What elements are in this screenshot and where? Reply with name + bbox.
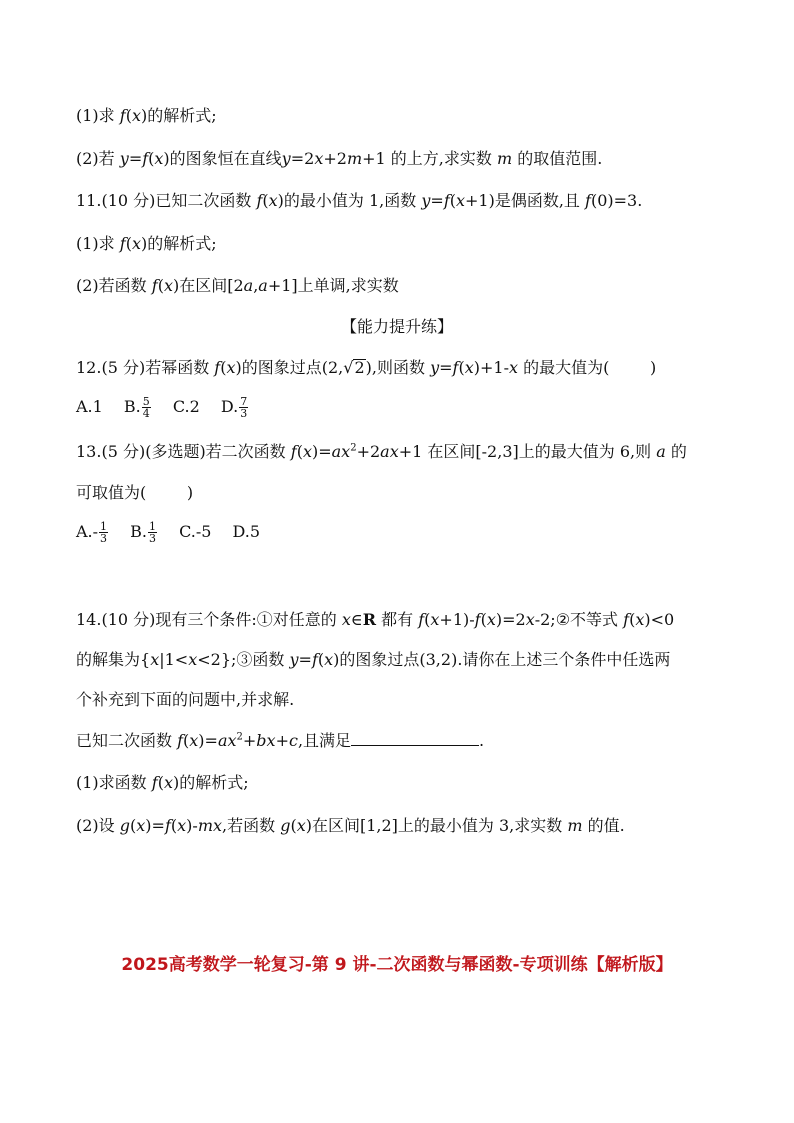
text: x — [154, 149, 164, 168]
text: x — [302, 442, 312, 461]
text: y — [421, 191, 431, 210]
text: a — [656, 442, 666, 461]
text: )的最小值为 1,函数 — [277, 191, 422, 210]
text: x — [341, 610, 351, 629]
q14-line3: 个补充到下面的问题中,并求解. — [76, 690, 295, 709]
text: ( — [157, 276, 164, 295]
text: . — [479, 731, 485, 750]
text: ,若函数 — [222, 816, 281, 835]
text: f — [311, 650, 318, 669]
text: f — [142, 149, 149, 168]
text: x — [163, 773, 173, 792]
text: (2)若 — [76, 149, 120, 168]
text: (1)求 — [76, 106, 120, 125]
text: +1 的上方,求实数 — [362, 149, 497, 168]
text: ,且满足 — [297, 731, 352, 750]
text: ∈ — [350, 610, 363, 629]
text: x — [188, 650, 198, 669]
option-label: B. — [130, 522, 147, 541]
superscript: 2 — [350, 442, 357, 454]
text: ( — [424, 610, 431, 629]
text: x — [464, 358, 474, 377]
q10-part1 — [76, 106, 217, 126]
q13-stem-line2: 可取值为( ) — [76, 483, 194, 502]
q12-option-c — [173, 394, 200, 420]
text: x — [150, 650, 160, 669]
text: f — [585, 191, 591, 210]
text: x — [314, 149, 324, 168]
text: ( — [148, 149, 155, 168]
text: ),则函数 — [365, 358, 431, 377]
text: = — [439, 358, 453, 377]
text: 的解集为{ — [76, 650, 151, 669]
text: 的值. — [582, 816, 625, 835]
text: )+1- — [473, 358, 509, 377]
q11-part1 — [76, 234, 217, 254]
text: ( — [170, 816, 178, 835]
text: x — [635, 610, 645, 629]
text: (0)=3. — [590, 191, 643, 210]
q11-stem — [76, 191, 642, 211]
text: 都有 — [376, 610, 419, 629]
text: f — [623, 610, 630, 629]
text: ( — [130, 816, 137, 835]
q13-options — [76, 519, 276, 545]
text: +1)是偶函数,且 — [465, 191, 586, 210]
text: m — [496, 149, 513, 168]
text: f — [256, 191, 263, 210]
text: x — [525, 610, 535, 629]
text: g — [119, 816, 131, 835]
fraction — [148, 521, 157, 544]
text: (1)求函数 — [76, 773, 152, 792]
text: )的图象过点(2, — [235, 358, 344, 377]
text: c — [288, 731, 298, 750]
text: = — [430, 191, 444, 210]
text: x — [131, 106, 141, 125]
text: )<0 — [644, 610, 675, 629]
text: mx — [197, 816, 223, 835]
text: f — [119, 106, 126, 125]
q12-stem — [76, 358, 656, 378]
text: x — [430, 610, 440, 629]
text: x — [226, 358, 236, 377]
denominator: 4 — [142, 407, 150, 420]
text: f — [164, 816, 171, 835]
text: f — [177, 731, 184, 750]
text: x — [163, 276, 173, 295]
text: , — [253, 276, 259, 295]
answer-blank — [351, 731, 479, 746]
text: f — [214, 358, 221, 377]
text: ax — [331, 442, 351, 461]
text: f — [452, 358, 459, 377]
q14-part1 — [76, 773, 249, 793]
text: ( — [125, 234, 132, 253]
text: +2 — [356, 442, 381, 461]
q12-option-d — [221, 394, 249, 420]
q14-line1 — [76, 610, 674, 630]
denominator: 3 — [148, 532, 156, 545]
text: =2 — [290, 149, 315, 168]
text: = — [298, 650, 312, 669]
text: f — [151, 276, 158, 295]
text: + — [275, 731, 289, 750]
superscript: 2 — [236, 731, 243, 743]
fraction — [239, 396, 248, 419]
text: ( — [317, 650, 325, 669]
text: (1)求 — [76, 234, 120, 253]
text: x — [486, 610, 496, 629]
text: +2 — [323, 149, 347, 168]
text: -2;②不等式 — [534, 610, 624, 629]
text: 的取值范围. — [512, 149, 603, 168]
text: y — [430, 358, 440, 377]
text: ax — [217, 731, 237, 750]
text: ( — [183, 731, 190, 750]
fraction — [142, 396, 151, 419]
option-label: A.1 — [76, 397, 103, 416]
text: + — [242, 731, 257, 750]
text: m — [346, 149, 363, 168]
text: g — [280, 816, 291, 835]
text: 13.(5 分)(多选题)若二次函数 — [76, 442, 291, 461]
text: x — [189, 731, 199, 750]
text: ax — [380, 442, 399, 461]
text: )=2 — [495, 610, 526, 629]
option-label: B. — [123, 397, 141, 416]
text: y — [289, 650, 299, 669]
text: 的 — [665, 442, 687, 461]
text: x — [324, 650, 334, 669]
q13-option-c — [179, 519, 211, 545]
q14-line2 — [76, 650, 670, 670]
q11-part2 — [76, 276, 399, 296]
text: ( — [262, 191, 269, 210]
sqrt-expression: √ 2 — [343, 358, 365, 377]
text: )= — [311, 442, 332, 461]
text: +1 在区间[-2,3]上的最大值为 6,则 — [398, 442, 657, 461]
option-label: A.- — [76, 522, 99, 541]
q13-option-b — [130, 519, 158, 545]
q12-options — [76, 394, 265, 420]
text: )的图象恒在直线 — [163, 149, 282, 168]
q13-option-a — [76, 519, 109, 545]
q14-part2 — [76, 816, 625, 836]
text: )的解析式; — [140, 106, 217, 125]
text: bx — [256, 731, 276, 750]
option-label: C.-5 — [179, 522, 212, 541]
text: )的解析式; — [172, 773, 249, 792]
text: )= — [198, 731, 218, 750]
text: ( — [449, 191, 456, 210]
text: 12.(5 分)若幂函数 — [76, 358, 215, 377]
text: x — [455, 191, 466, 210]
q14-line4 — [76, 731, 484, 751]
sqrt-content: 2 — [354, 358, 365, 377]
q12-option-a — [76, 394, 103, 420]
text: x — [136, 816, 146, 835]
text: x — [508, 358, 518, 377]
numerator: 1 — [100, 520, 108, 533]
text: |1< — [159, 650, 189, 669]
text: a — [243, 276, 254, 295]
text: ( — [458, 358, 465, 377]
text: y — [281, 149, 291, 168]
text: ( — [290, 816, 297, 835]
text: +1]上单调,求实数 — [267, 276, 399, 295]
text: f — [290, 442, 297, 461]
text: 14.(10 分)现有三个条件:①对任意的 — [76, 610, 342, 629]
text: f — [418, 610, 425, 629]
text: 已知二次函数 — [76, 731, 178, 750]
text: f — [443, 191, 450, 210]
section-title: 【能力提升练】 — [340, 317, 453, 336]
text: )的解析式; — [140, 234, 217, 253]
text: ( — [157, 773, 164, 792]
text: m — [567, 816, 583, 835]
text: )- — [186, 816, 198, 835]
q13-stem-line1 — [76, 442, 687, 462]
text: x — [296, 816, 306, 835]
text: ( — [629, 610, 636, 629]
text: )的图象过点(3,2).请你在上述三个条件中任选两 — [333, 650, 671, 669]
text: = — [128, 149, 143, 168]
text: ( — [296, 442, 303, 461]
text: a — [258, 276, 268, 295]
text: 的最大值为( — [518, 358, 610, 377]
numerator: 5 — [142, 395, 150, 408]
q10-part2 — [76, 149, 602, 169]
option-label: D. — [220, 397, 239, 416]
denominator: 3 — [240, 407, 248, 420]
option-label: D.5 — [232, 522, 261, 541]
text: f — [119, 234, 126, 253]
text: f — [151, 773, 158, 792]
fraction — [99, 521, 108, 544]
text: (2)若函数 — [76, 276, 152, 295]
text: ( — [125, 106, 132, 125]
text: ) — [650, 358, 657, 377]
q12-option-b — [124, 394, 152, 420]
text: )= — [145, 816, 165, 835]
text: ( — [220, 358, 227, 377]
text: x — [268, 191, 278, 210]
q13-option-d — [233, 519, 261, 545]
text: (2)设 — [76, 816, 120, 835]
numerator: 1 — [148, 520, 156, 533]
text: 11.(10 分)已知二次函数 — [76, 191, 257, 210]
option-label: C.2 — [172, 397, 200, 416]
text: )在区间[1,2]上的最小值为 3,求实数 — [305, 816, 568, 835]
text: ( — [480, 610, 487, 629]
text: <2};③函数 — [197, 650, 290, 669]
text: )在区间[2 — [172, 276, 244, 295]
numerator: 7 — [240, 395, 248, 408]
text: x — [177, 816, 187, 835]
text — [609, 358, 650, 377]
footer-title: 2025高考数学一轮复习-第 9 讲-二次函数与幂函数-专项训练【解析版】 — [121, 955, 673, 975]
text: R — [362, 610, 377, 629]
text: y — [119, 149, 129, 168]
text: x — [131, 234, 141, 253]
text: f — [474, 610, 481, 629]
denominator: 3 — [100, 532, 108, 545]
text: +1)- — [439, 610, 475, 629]
